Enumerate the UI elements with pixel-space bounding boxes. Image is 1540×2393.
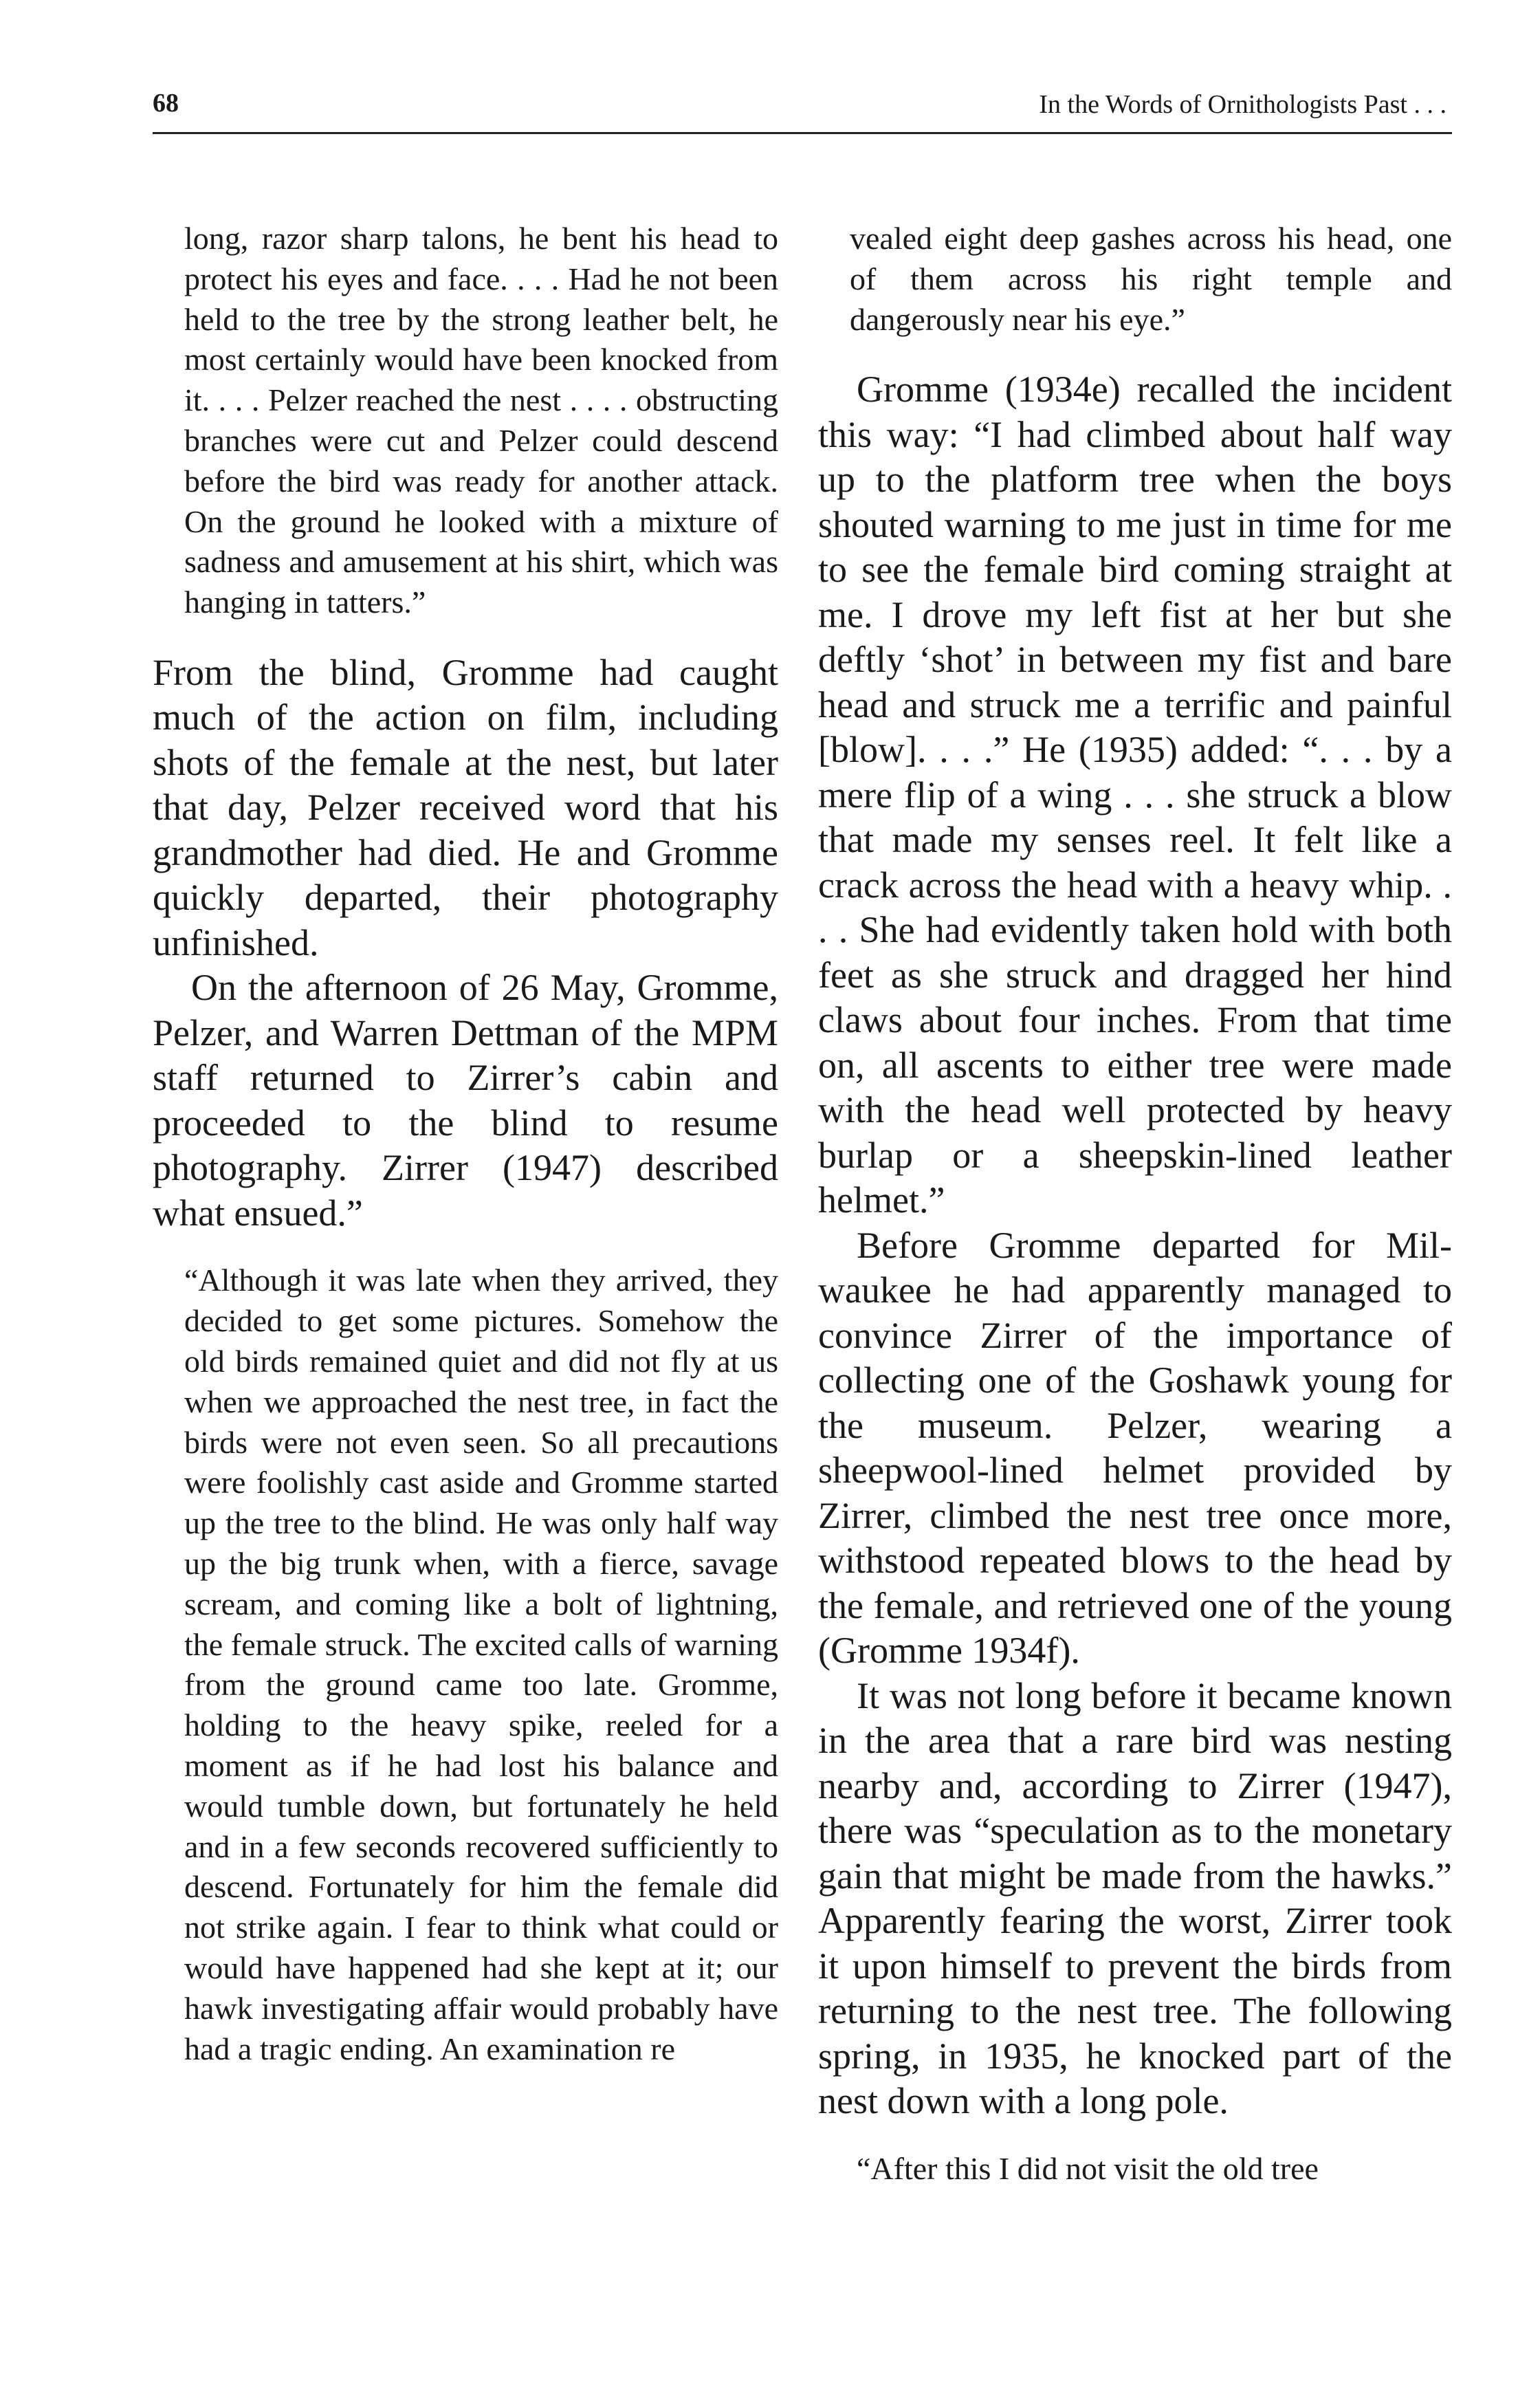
right-column <box>818 219 1452 2189</box>
paragraph-rare-bird: It was not long before it became known in the area that a rare bird was nesting nearby and, according to Zirrer (1947), there was “speculation as to the monetary gain that might be made from the hawks.” Apparently fearing the worst, Zirrer took it upon himself to prevent the birds from returning to the nest tree. The following spring, in 1935, he knocked part of the nest down with a long pole. <box>818 1674 1452 2122</box>
page-header <box>153 77 1452 134</box>
block-quote-end: vealed eight deep gashes across his head, one of them across his right temple and dangerously near his eye.” <box>850 221 1452 337</box>
running-title: In the Words of Ornithologists Past . . . <box>1039 90 1446 119</box>
paragraph-collecting: Before Gromme departed for Milwaukee he had apparently managed to convince Zirrer of the importance of collecting one of the Goshawk young for the museum. Pelzer, wearing a sheepwool-lined helmet provided by Zirrer, climbed the nest tree once more, withstood repeated blows to the head by the female, and retrieved one of the young (Gromme 1934f). <box>818 1224 1452 1672</box>
paragraph-return: On the afternoon of 26 May, Gromme, Pelzer, and Warren Dettman of the MPM staff returned to Zirrer’s cabin and proceeded to the blind to resume photography. Zirrer (1947) described what ensued.” <box>153 967 778 1234</box>
paragraph-film: From the blind, Gromme had caught much of the action on film, including shots of the female at the nest, but later that day, Pelzer received word that his grandmother had died. He and Gromme quickly departed, their photography unfinished. <box>153 651 778 963</box>
left-column <box>153 219 778 2069</box>
page-number: 68 <box>153 89 179 118</box>
block-quote-attack: “Although it was late when they arrived, they decided to get some pictures. Somehow the old birds remained quiet and did not fly at us when we approached the nest tree, in fact the birds were not even seen. So all precautions were foolishly cast aside and Gromme started up the tree to the blind. He was only half way up the big trunk when, with a fierce, savage scream, and coming like a bolt of lightning, the female struck. The excited calls of warning from the ground came too late. Gromme, holding to the heavy spike, reeled for a moment as if he had lost his balance and would tumble down, but fortunately he held and in a few seconds recovered sufficiently to descend. Fortunately for him the female did not strike again. I fear to think what could or would have happened had she kept at it; our hawk investigating affair would probably have had a tragic ending. An examination re <box>184 1263 778 2066</box>
block-quote-start: “After this I did not visit the old tree <box>857 2150 1319 2186</box>
block-quote-continued: long, razor sharp talons, he bent his head to protect his eyes and face. . . . Had he not been held to the tree by the strong leather belt, he most certainly would have been knocked from it. . . . Pelzer reached the nest . . . . obstructing branches were cut and Pelzer could descend before the bird was ready for another attack. On the ground he looked with a mixture of sadness and amusement at his shirt, which was hanging in tatters.” <box>184 221 778 620</box>
paragraph-gromme-recall: Gromme (1934e) recalled the incident this way: “I had climbed about half way up to the platform tree when the boys shouted warning to me just in time for me to see the female bird coming straight at me. I drove my left fist at her but she deftly ‘shot’ in between my fist and bare head and struck me a terrific and painful [blow]. . . .” He (1935) added: “. . . by a mere flip of a wing . . . she struck a blow that made my senses reel. It felt like a crack across the head with a heavy whip. . . . She had evidently taken hold with both feet as she struck and dragged her hind claws about four inches. From that time on, all ascents to either tree were made with the head well protected by heavy burlap or a sheepskin-lined leather helmet.” <box>818 369 1452 1221</box>
